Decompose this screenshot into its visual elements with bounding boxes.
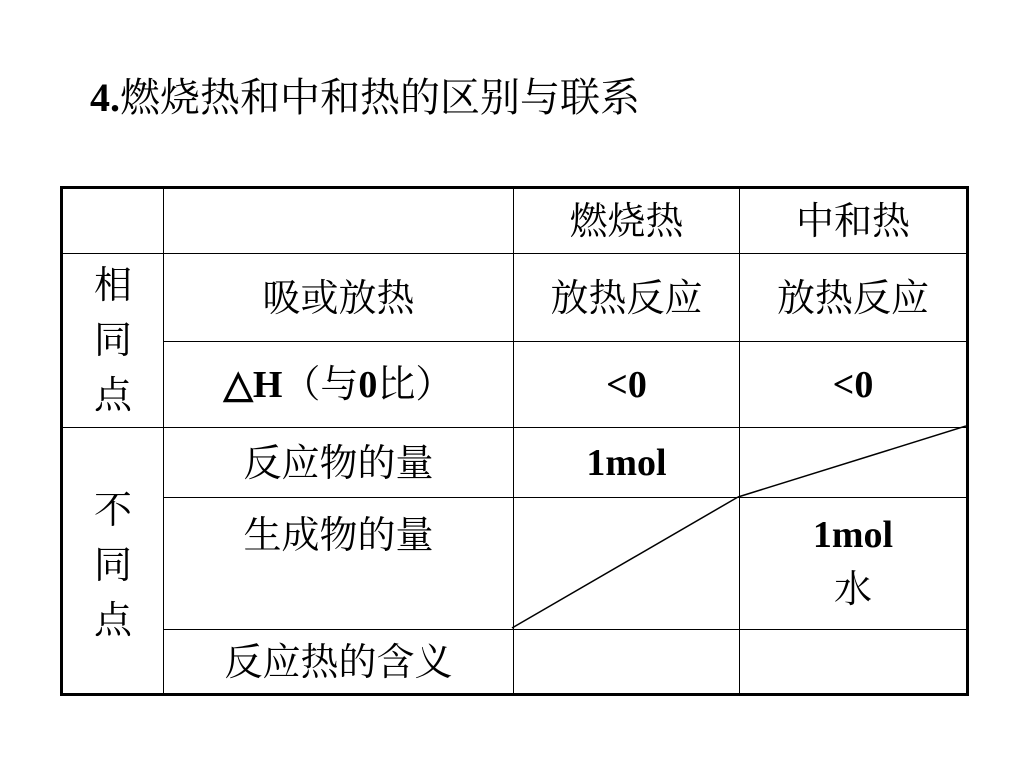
group-label-diff — [62, 428, 164, 695]
cell-neutralization-heat-type: 放热反应 — [740, 254, 968, 342]
row-label-reactant-amount: 反应物的量 — [164, 428, 514, 498]
row-label-heat-type: 吸或放热 — [164, 254, 514, 342]
header-cell-neutralization: 中和热 — [740, 188, 968, 254]
table-row — [62, 630, 968, 695]
row-label-heat-meaning: 反应热的含义 — [164, 630, 514, 695]
delta-h-suffix: 比） — [377, 362, 454, 406]
header-cell-combustion: 燃烧热 — [514, 188, 740, 254]
row-label-delta-h — [164, 342, 514, 428]
title-number: 4. — [90, 75, 120, 120]
group-label-same-text: 相同点 — [93, 263, 132, 417]
cell-neutralization-reactant-amount — [740, 428, 968, 498]
cell-neutralization-delta-h: <0 — [740, 342, 968, 428]
table-row — [62, 342, 968, 428]
group-label-same — [62, 254, 164, 428]
row-label-product-amount: 生成物的量 — [164, 498, 514, 630]
header-cell-empty-2 — [164, 188, 514, 254]
table-header-row — [62, 188, 968, 254]
table-row — [62, 254, 968, 342]
product-amount-mol: 1mol — [812, 514, 894, 556]
cell-neutralization-heat-meaning — [740, 630, 968, 695]
header-cell-empty-1 — [62, 188, 164, 254]
product-amount-water: 水 — [833, 567, 872, 611]
comparison-table — [60, 186, 969, 696]
group-label-diff-text: 不同点 — [93, 488, 132, 642]
cell-neutralization-product-amount — [740, 498, 968, 630]
delta-h-zero: 0 — [358, 364, 378, 406]
delta-h-symbol: △H — [223, 364, 283, 406]
cell-combustion-heat-meaning — [514, 630, 740, 695]
delta-h-paren: （与 — [282, 362, 359, 406]
cell-combustion-delta-h: <0 — [514, 342, 740, 428]
cell-combustion-heat-type: 放热反应 — [514, 254, 740, 342]
cell-combustion-product-amount — [514, 498, 740, 630]
table-row — [62, 428, 968, 498]
title-text: 燃烧热和中和热的区别与联系 — [120, 75, 640, 121]
table-row — [62, 498, 968, 630]
cell-combustion-reactant-amount: 1mol — [514, 428, 740, 498]
comparison-table-wrapper — [60, 186, 966, 693]
page-title — [90, 72, 640, 124]
